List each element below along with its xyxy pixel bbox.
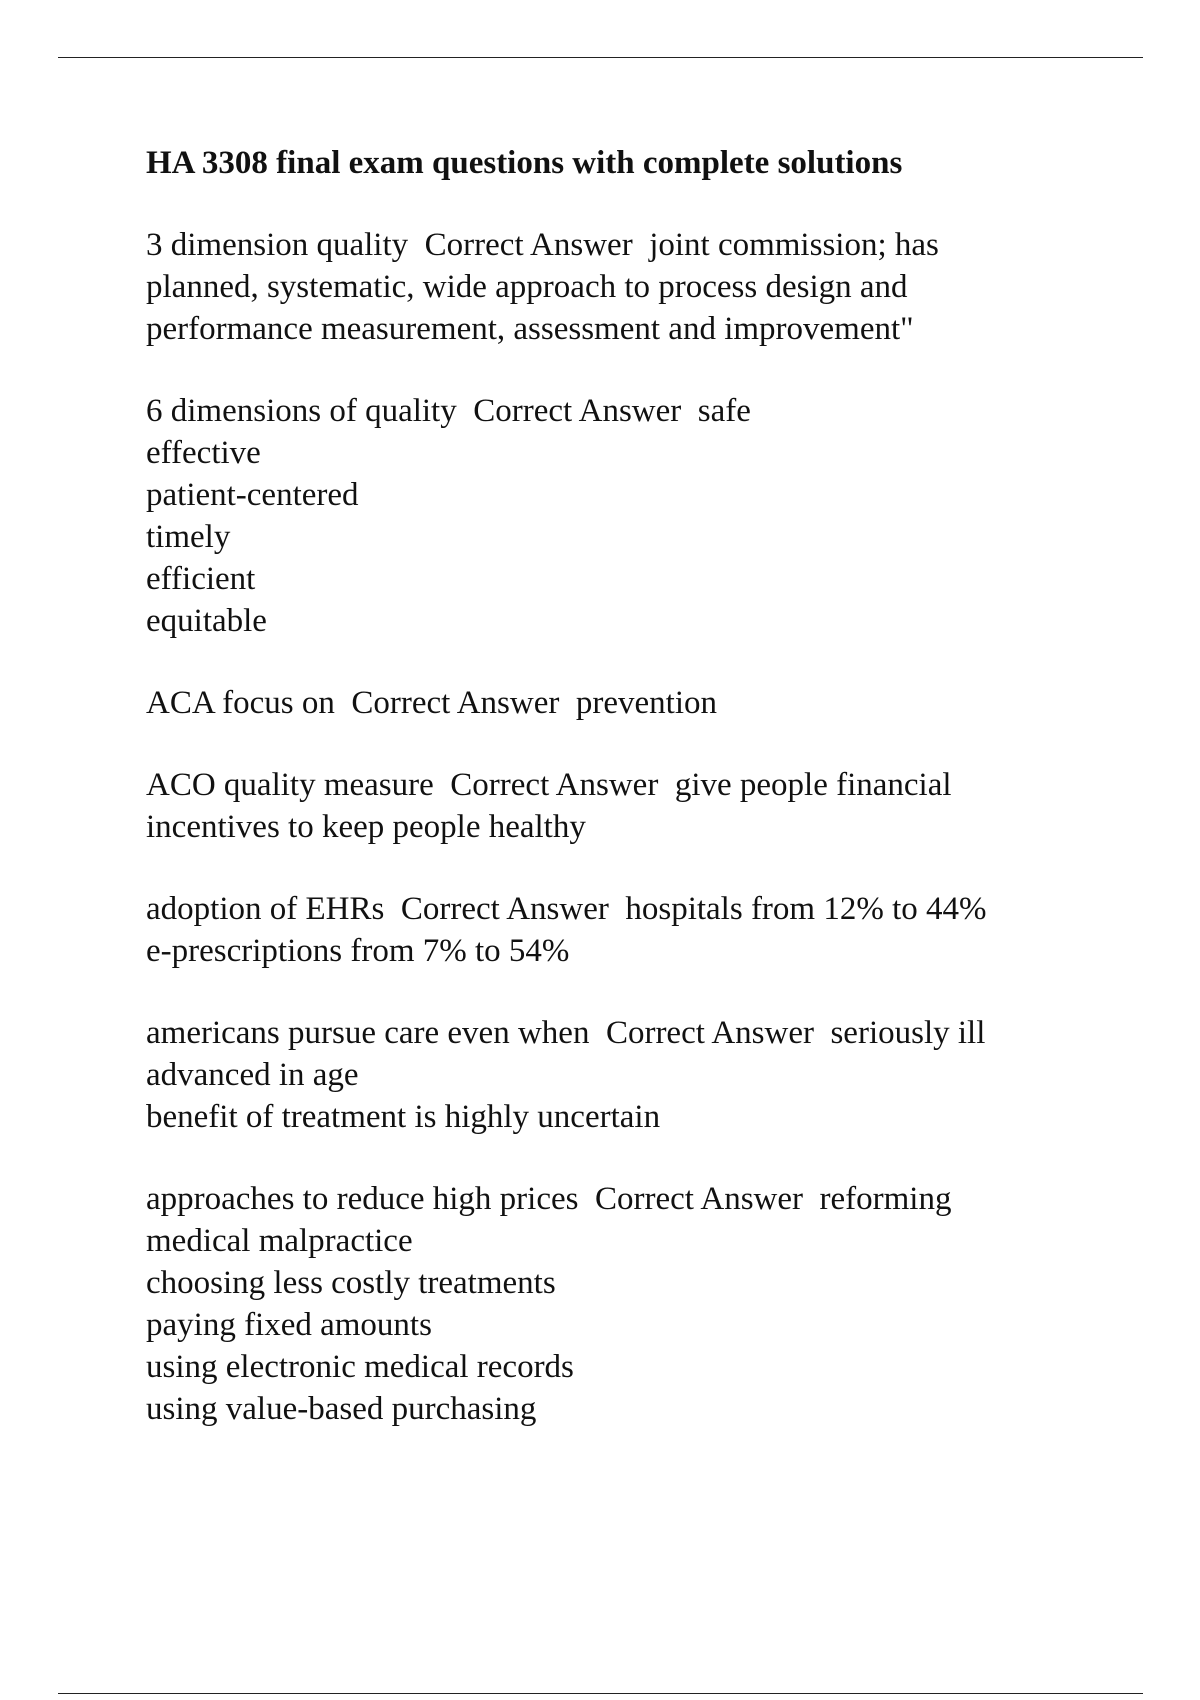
document-body bbox=[146, 142, 1146, 1470]
qa-entry bbox=[146, 1012, 1146, 1138]
answer-separator: Correct Answer bbox=[450, 767, 659, 803]
qa-entry bbox=[146, 888, 1146, 972]
question-text: americans pursue care even when bbox=[146, 1015, 590, 1051]
qa-entry bbox=[146, 224, 1146, 350]
question-text: 3 dimension quality bbox=[146, 227, 409, 263]
answer-separator: Correct Answer bbox=[351, 685, 560, 721]
answer-separator: Correct Answer bbox=[594, 1181, 804, 1217]
answer-text: give people financial incentives to keep people healthy bbox=[146, 767, 952, 845]
question-text: 6 dimensions of quality bbox=[146, 393, 457, 429]
question-text: ACO quality measure bbox=[146, 767, 434, 803]
qa-entry bbox=[146, 1178, 1146, 1430]
question-text: approaches to reduce high prices bbox=[146, 1181, 579, 1217]
answer-text: reforming medical malpractice choosing less costly treatments paying fixed amounts using electronic medical records using value-based purchasing bbox=[146, 1181, 952, 1427]
qa-entry bbox=[146, 764, 1146, 848]
question-text: ACA focus on bbox=[146, 685, 335, 721]
answer-text: seriously ill advanced in age benefit of treatment is highly uncertain bbox=[146, 1015, 986, 1135]
bottom-rule bbox=[58, 1693, 1143, 1694]
answer-text: prevention bbox=[575, 685, 717, 721]
document-title: HA 3308 final exam questions with complete solutions bbox=[146, 145, 903, 181]
answer-separator: Correct Answer bbox=[400, 891, 609, 927]
question-text: adoption of EHRs bbox=[146, 891, 385, 927]
answer-separator: Correct Answer bbox=[605, 1015, 814, 1051]
answer-separator: Correct Answer bbox=[473, 393, 682, 429]
qa-entry bbox=[146, 390, 1146, 642]
answer-text: safe effective patient-centered timely efficient equitable bbox=[146, 393, 751, 639]
answer-text: joint commission; has planned, systematic, wide approach to process design and performance measurement, assessment and improvement" bbox=[146, 227, 939, 347]
answer-separator: Correct Answer bbox=[424, 227, 633, 263]
qa-entry bbox=[146, 682, 1146, 724]
top-rule bbox=[58, 57, 1143, 58]
answer-text: hospitals from 12% to 44% e-prescriptions from 7% to 54% bbox=[146, 891, 987, 969]
